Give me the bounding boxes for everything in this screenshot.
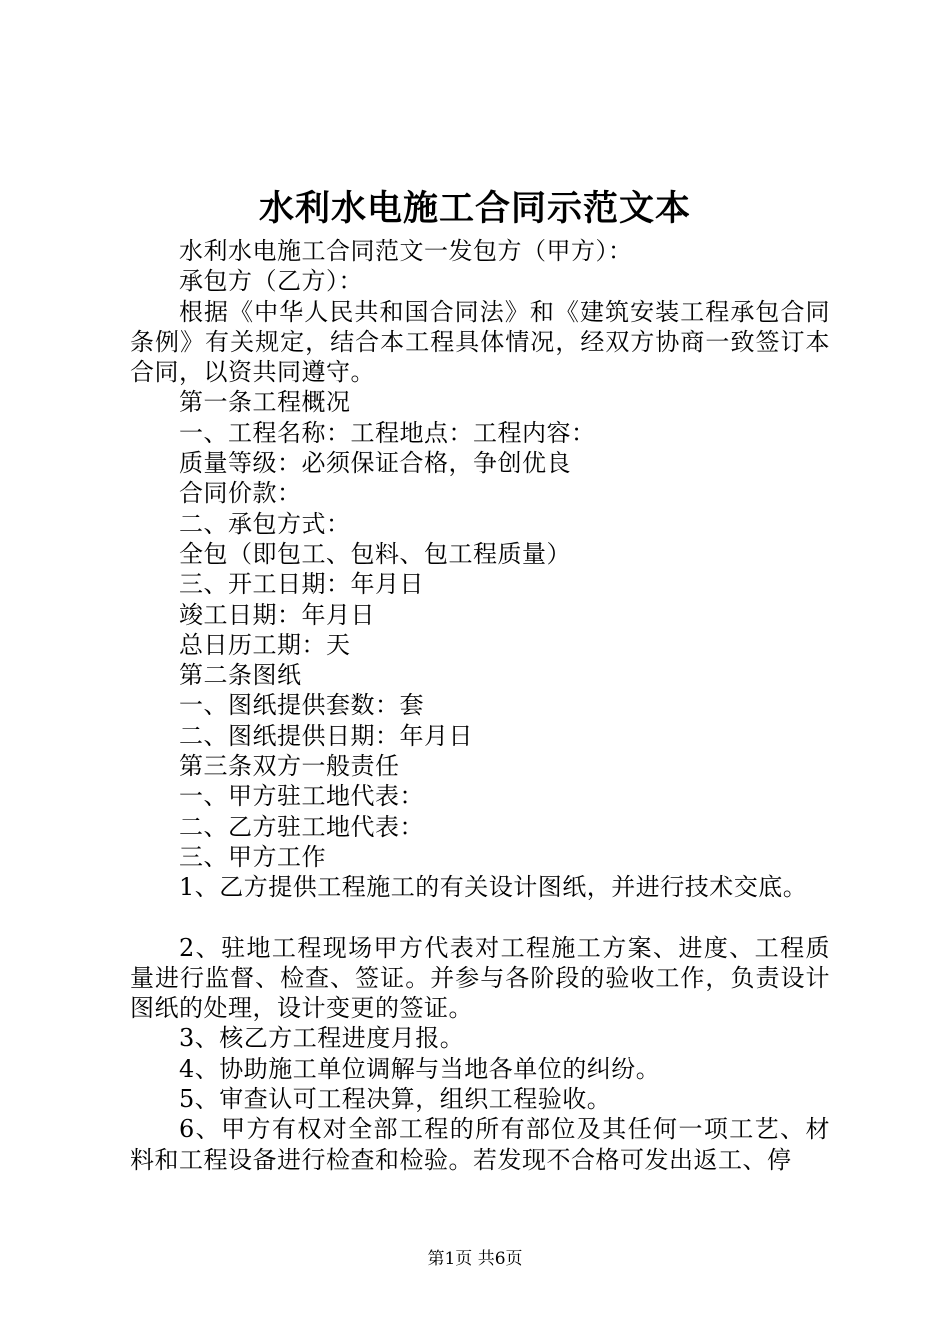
paragraph-completion-date: 竣工日期：年月日 — [179, 600, 375, 629]
paragraph-spacer — [130, 903, 830, 933]
paragraph-item-5: 5、审查认可工程决算，组织工程验收。 — [179, 1085, 612, 1114]
paragraph-drawing-sets: 一、图纸提供套数：套 — [179, 691, 424, 720]
paragraph-project-name: 一、工程名称：工程地点：工程内容： — [179, 418, 596, 447]
paragraph-preamble: 根据《中华人民共和国合同法》和《建筑安装工程承包合同条例》有关规定，结合本工程具体情况，经双方协商一致签订本合同，以资共同遵守。 — [130, 297, 830, 387]
document-body — [130, 236, 830, 1175]
paragraph-total-duration: 总日历工期：天 — [179, 630, 351, 659]
paragraph-parties-employer: 水利水电施工合同范文一发包方（甲方）： — [179, 237, 633, 265]
paragraph-full-package: 全包（即包工、包料、包工程质量） — [179, 539, 571, 568]
paragraph-item-6: 6、甲方有权对全部工程的所有部位及其任何一项工艺、材料和工程设备进行检查和检验。若发现不合格可发出返工、停 — [130, 1115, 830, 1174]
page-footer: 第1页 共6页 — [427, 1249, 523, 1269]
paragraph-contractor-rep: 二、乙方驻工地代表： — [179, 812, 424, 841]
article-2-heading: 第二条图纸 — [179, 661, 302, 690]
article-1-heading: 第一条工程概况 — [179, 388, 351, 417]
paragraph-item-1: 1、乙方提供工程施工的有关设计图纸，并进行技术交底。 — [179, 873, 808, 902]
paragraph-start-date: 三、开工日期：年月日 — [179, 570, 424, 599]
paragraph-item-2: 2、驻地工程现场甲方代表对工程施工方案、进度、工程质量进行监督、检查、签证。并参与各阶段的验收工作，负责设计图纸的处理，设计变更的签证。 — [130, 933, 830, 1023]
paragraph-contract-mode: 二、承包方式： — [179, 509, 351, 538]
paragraph-drawing-date: 二、图纸提供日期：年月日 — [179, 721, 473, 750]
article-3-heading: 第三条双方一般责任 — [179, 752, 400, 781]
document-title: 水利水电施工合同示范文本 — [258, 188, 691, 229]
paragraph-employer-rep: 一、甲方驻工地代表： — [179, 782, 424, 811]
paragraph-item-3: 3、核乙方工程进度月报。 — [179, 1024, 465, 1053]
paragraph-item-4: 4、协助施工单位调解与当地各单位的纠纷。 — [179, 1054, 661, 1083]
paragraph-quality-grade: 质量等级：必须保证合格，争创优良 — [179, 449, 571, 478]
paragraph-employer-work: 三、甲方工作 — [179, 842, 326, 871]
paragraph-parties-contractor: 承包方（乙方）： — [179, 267, 363, 296]
paragraph-contract-price: 合同价款： — [179, 479, 302, 508]
